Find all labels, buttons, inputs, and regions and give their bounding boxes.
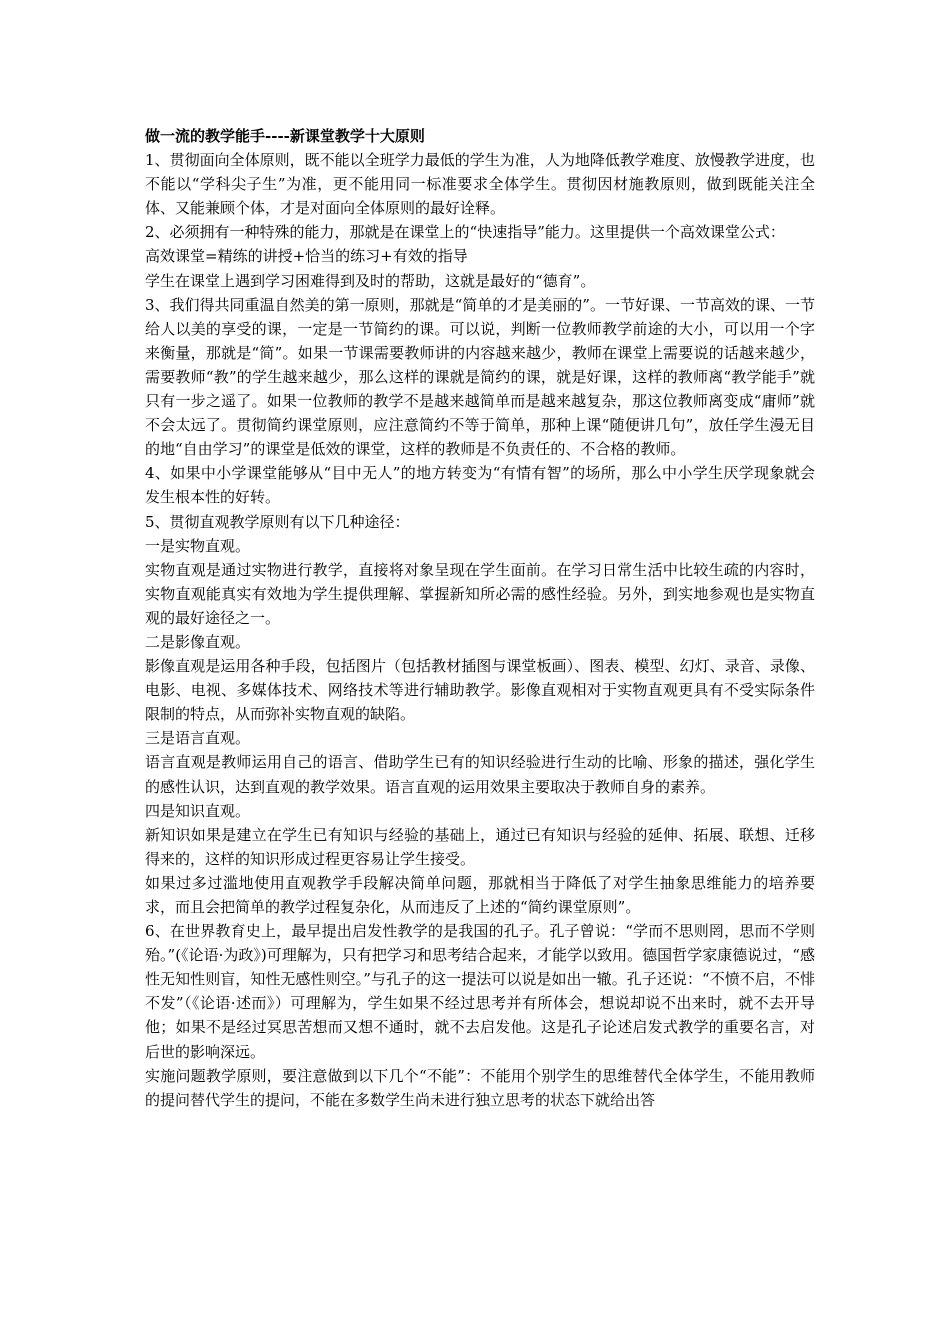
paragraph: 学生在课堂上遇到学习困难得到及时的帮助，这就是最好的“德育”。 bbox=[145, 271, 596, 290]
paragraph: 新知识如果是建立在学生已有知识与经验的基础上，通过已有知识与经验的延伸、拓展、联想、迁移得来的，这样的知识形成过程更容易让学生接受。 bbox=[145, 825, 815, 868]
paragraph: 如果过多过滥地使用直观教学手段解决简单问题，那就相当于降低了对学生抽象思维能力的培养要求，而且会把简单的教学过程复杂化，从而违反了上述的“简约课堂原则”。 bbox=[145, 873, 815, 916]
document-title: 做一流的教学能手----新课堂教学十大原则 bbox=[145, 127, 425, 145]
paragraph: 2、必须拥有一种特殊的能力，那就是在课堂上的“快速指导”能力。这里提供一个高效课堂公式： bbox=[145, 223, 785, 242]
paragraph: 三是语言直观。 bbox=[145, 729, 251, 748]
paragraph: 影像直观是运用各种手段，包括图片（包括教材插图与课堂板画）、图表、模型、幻灯、录音、录像、电影、电视、多媒体技术、网络技术等进行辅助教学。影像直观相对于实物直观更具有不受实际条件限制的特点，从而弥补实物直观的缺陷。 bbox=[145, 657, 815, 724]
document-body bbox=[145, 124, 815, 1112]
paragraph: 实施问题教学原则，要注意做到以下几个“不能”：不能用个别学生的思维替代全体学生，不能用教师的提问替代学生的提问，不能在多数学生尚未进行独立思考的状态下就给出答 bbox=[145, 1066, 815, 1109]
paragraph: 1、贯彻面向全体原则，既不能以全班学力最低的学生为准，人为地降低教学难度、放慢教学进度，也不能以“学科尖子生”为准，更不能用同一标准要求全体学生。贯彻因材施教原则，做到既能关注全体、又能兼顾个体，才是对面向全体原则的最好诠释。 bbox=[145, 151, 815, 218]
paragraph: 一是实物直观。 bbox=[145, 536, 251, 555]
paragraph: 5、贯彻直观教学原则有以下几种途径： bbox=[145, 512, 410, 531]
paragraph: 4、如果中小学课堂能够从“目中无人”的地方转变为“有情有智”的场所，那么中小学生厌学现象就会发生根本性的好转。 bbox=[145, 464, 815, 507]
paragraph: 6、在世界教育史上，最早提出启发性教学的是我国的孔子。孔子曾说：“学而不思则罔，思而不学则殆。”(《论语·为政》)可理解为，只有把学习和思考结合起来，才能学以致用。德国哲学家康德说过，“感性无知性则盲，知性无感性则空。”与孔子的这一提法可以说是如出一辙。孔子还说：“不愤不启，不悱不发”（《论语·述而》）可理解为，学生如果不经过思考并有所体会，想说却说不出来时，就不去开导他；如果不是经过冥思苦想而又想不通时，就不去启发他。这是孔子论述启发式教学的重要名言，对后世的影响深远。 bbox=[145, 922, 815, 1061]
paragraph: 高效课堂=精练的讲授+恰当的练习+有效的指导 bbox=[145, 247, 468, 266]
paragraph: 二是影像直观。 bbox=[145, 632, 251, 651]
paragraph: 语言直观是教师运用自己的语言、借助学生已有的知识经验进行生动的比喻、形象的描述，强化学生的感性认识，达到直观的教学效果。语言直观的运用效果主要取决于教师自身的素养。 bbox=[145, 753, 815, 796]
paragraph: 3、我们得共同重温自然美的第一原则，那就是“简单的才是美丽的”。一节好课、一节高效的课、一节给人以美的享受的课，一定是一节简约的课。可以说，判断一位教师教学前途的大小，可以用一个字来衡量，那就是“简”。如果一节课需要教师讲的内容越来越少，教师在课堂上需要说的话越来越少，需要教师“教”的学生越来越少，那么这样的课就是简约的课，就是好课，这样的教师离“教学能手”就只有一步之遥了。如果一位教师的教学不是越来越简单而是越来越复杂，那这位教师离变成“庸师”就不会太远了。贯彻简约课堂原则，应注意简约不等于简单，那种上课“随便讲几句”，放任学生漫无目的地“自由学习”的课堂是低效的课堂，这样的教师是不负责任的、不合格的教师。 bbox=[145, 295, 815, 459]
paragraph: 实物直观是通过实物进行教学，直接将对象呈现在学生面前。在学习日常生活中比较生疏的内容时，实物直观能真实有效地为学生提供理解、掌握新知所必需的感性经验。另外，到实地参观也是实物直观的最好途径之一。 bbox=[145, 560, 815, 627]
paragraph: 四是知识直观。 bbox=[145, 801, 251, 820]
